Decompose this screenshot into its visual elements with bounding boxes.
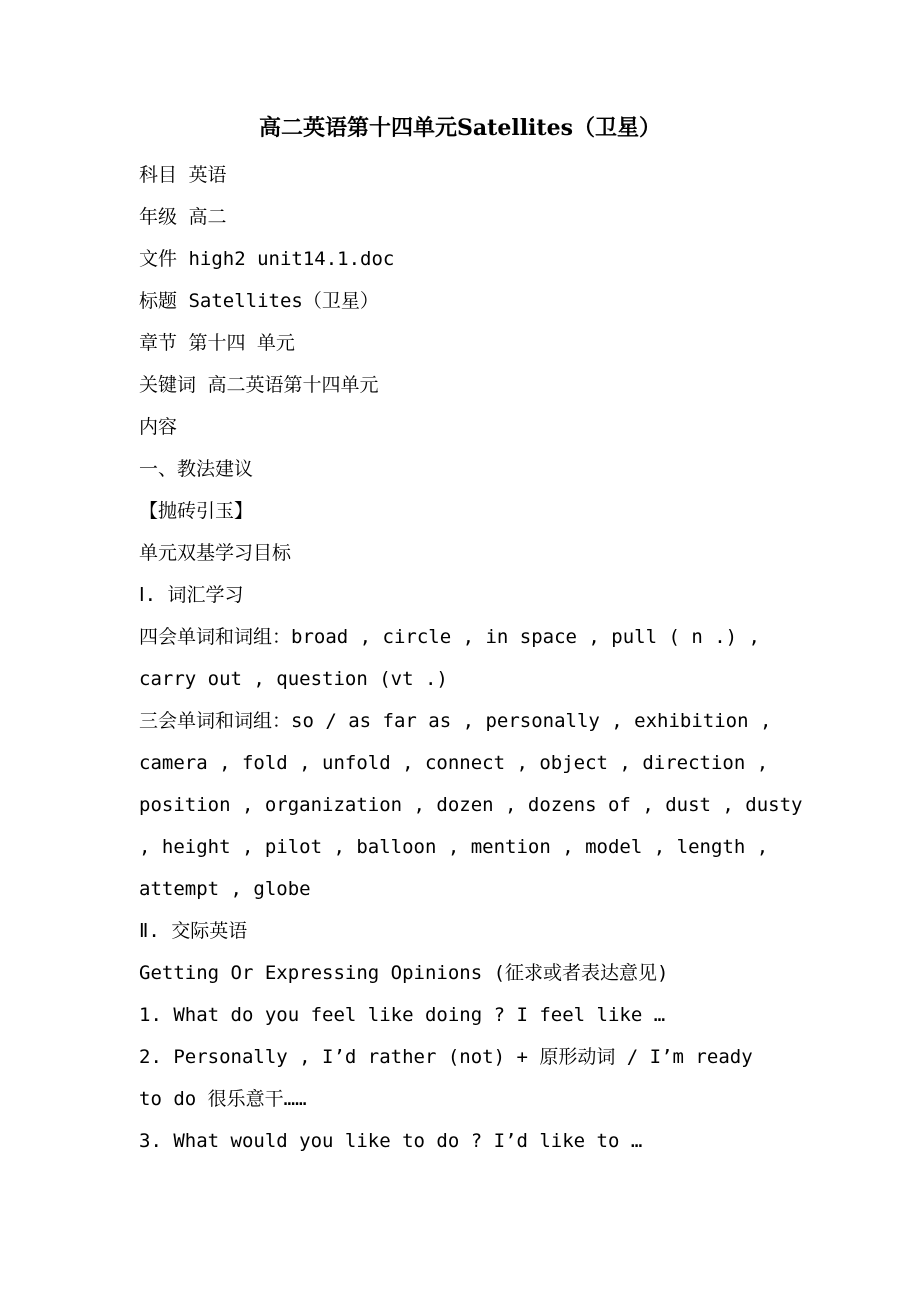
meta-file: 文件 high2 unit14.1.doc [139,248,395,270]
meta-title: 标题 Satellites（卫星） [139,290,379,312]
document-body [139,155,803,1163]
unit-goals-heading: 单元双基学习目标 [139,542,292,564]
vocabulary-three-skill-line-1: 三会单词和词组：so / as far as , personally , exhibition , [139,710,772,732]
vocabulary-three-skill-line-2: camera , fold , unfold , connect , object , direction , [139,752,769,774]
vocabulary-heading: Ⅰ. 词汇学习 [139,584,244,606]
communication-heading: Ⅱ. 交际英语 [139,920,248,942]
opinion-example-1: 1. What do you feel like doing ? I feel like … [139,1004,666,1026]
document-title: 高二英语第十四单元Satellites（卫星） [259,115,661,141]
opinion-example-3: 3. What would you like to do ? I’d like to … [139,1130,643,1152]
vocabulary-four-skill-line-1: 四会单词和词组：broad , circle , in space , pull ( n .) , [139,626,760,648]
meta-grade: 年级 高二 [139,206,227,228]
vocabulary-three-skill-line-4: , height , pilot , balloon , mention , model , length , [139,836,769,858]
opinions-heading: Getting Or Expressing Opinions (征求或者表达意见) [139,962,669,984]
section-heading-teaching-suggestions: 一、教法建议 [139,458,254,480]
meta-keywords: 关键词 高二英语第十四单元 [139,374,379,396]
vocabulary-four-skill-line-2: carry out , question (vt .) [139,668,448,690]
vocabulary-three-skill-line-3: position , organization , dozen , dozens of , dust , dusty [139,794,803,816]
meta-chapter: 章节 第十四 单元 [139,332,295,354]
content-heading: 内容 [139,416,178,438]
meta-subject: 科目 英语 [139,164,227,186]
opinion-example-2-line-1: 2. Personally , I’d rather (not) + 原形动词 / I’m ready [139,1046,753,1068]
vocabulary-three-skill-line-5: attempt , globe [139,878,311,900]
section-heading-intro: 【抛砖引玉】 [139,500,254,522]
opinion-example-2-line-2: to do 很乐意干…… [139,1088,307,1110]
